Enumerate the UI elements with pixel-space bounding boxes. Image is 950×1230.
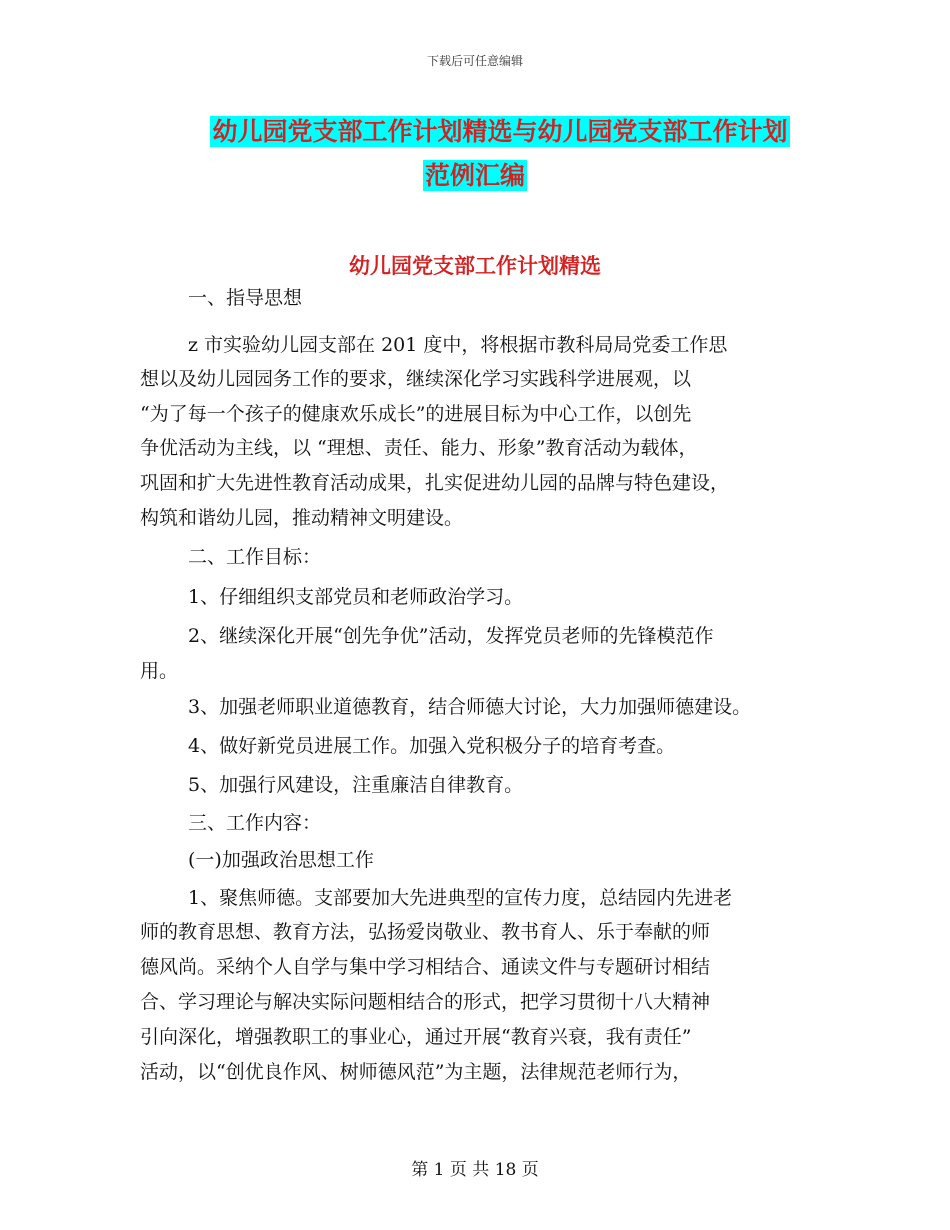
- text-line: 三、工作内容：: [188, 812, 322, 834]
- text-line: 活动，以“创优良作风、树师德风范”为主题，法律规范老师行为，: [140, 1061, 692, 1083]
- text-line: 构筑和谐幼儿园，推动精神文明建设。: [140, 507, 464, 529]
- document-title-line-2: [0, 156, 950, 192]
- text-line: 5、加强行风建设，注重廉洁自律教育。: [188, 774, 524, 796]
- text-line: 引向深化，增强教职工的事业心，通过开展“教育兴衰，我有责任”: [140, 1026, 692, 1048]
- document-title-text-2: 范例汇编: [424, 161, 525, 190]
- text-line: 2、继续深化开展“创先争优”活动，发挥党员老师的先锋模范作: [188, 625, 714, 647]
- document-title-line-1: [0, 112, 950, 148]
- document-title-text-1: 幼儿园党支部工作计划精选与幼儿园党支部工作计划: [212, 117, 788, 146]
- text-line: 1、仔细组织支部党员和老师政治学习。: [188, 586, 524, 608]
- text-line: 1、聚焦师德。支部要加大先进典型的宣传力度，总结园内先进老: [188, 887, 733, 909]
- text-line: (一)加强政治思想工作: [188, 849, 374, 871]
- text-line: 用。: [140, 660, 179, 682]
- page-header-note: 下载后可任意编辑: [426, 54, 523, 68]
- text-line: “为了每一个孩子的健康欢乐成长”的进展目标为中心工作，以创先: [140, 403, 692, 425]
- text-line: 巩固和扩大先进性教育活动成果，扎实促进幼儿园的品牌与特色建设，: [140, 472, 730, 494]
- page-footer-number: 第 1 页 共 18 页: [411, 1160, 539, 1180]
- text-line: 一、指导思想: [188, 287, 303, 309]
- text-line: 4、做好新党员进展工作。加强入党积极分子的培育考查。: [188, 735, 676, 757]
- text-line: 二、工作目标：: [188, 546, 322, 568]
- text-line: 3、加强老师职业道德教育，结合师德大讨论，大力加强师德建设。: [188, 696, 752, 718]
- text-line: 想以及幼儿园园务工作的要求，继续深化学习实践科学进展观，以: [140, 368, 692, 390]
- text-line: 师的教育思想、教育方法，弘扬爱岗敬业、教书育人、乐于奉献的师: [140, 921, 711, 943]
- section-subtitle: 幼儿园党支部工作计划精选: [349, 253, 601, 278]
- text-line: 德风尚。采纳个人自学与集中学习相结合、通读文件与专题研讨相结: [140, 956, 711, 978]
- text-line: z 市实验幼儿园支部在 201 度中，将根据市教科局局党委工作思: [188, 334, 728, 356]
- text-line: 合、学习理论与解决实际问题相结合的形式，把学习贯彻十八大精神: [140, 991, 711, 1013]
- text-line: 争优活动为主线，以 “理想、责任、能力、形象”教育活动为载体，: [140, 437, 698, 459]
